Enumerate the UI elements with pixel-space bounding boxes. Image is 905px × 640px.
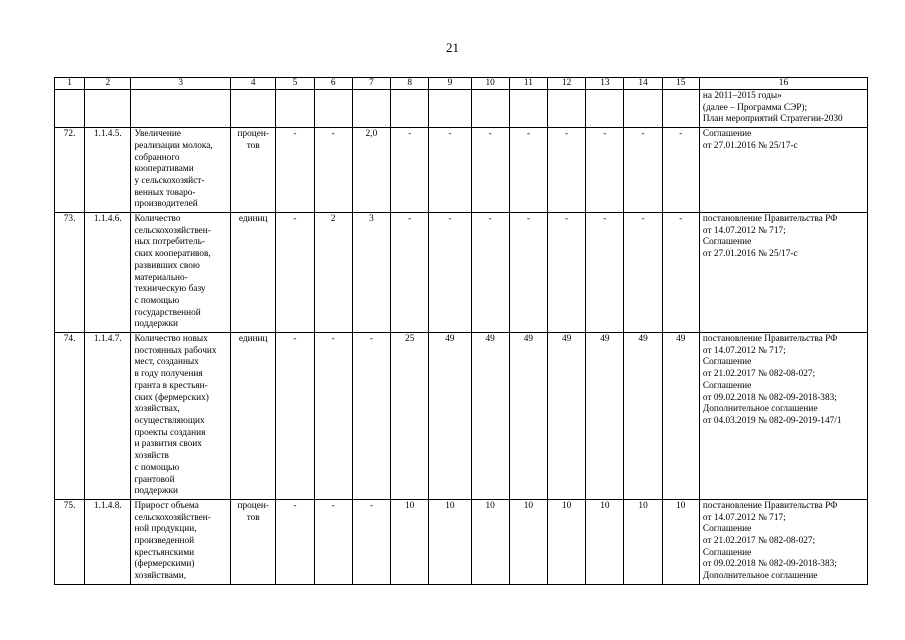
value-cell: 49 (429, 333, 471, 500)
indicator-code-cell: 1.1.4.6. (85, 213, 131, 333)
value-cell: - (314, 128, 352, 213)
value-cell: - (391, 213, 429, 333)
value-cell: 49 (547, 333, 585, 500)
table-row (55, 499, 868, 584)
value-cell: - (509, 213, 547, 333)
value-cell: 49 (586, 333, 624, 500)
value-cell: - (276, 213, 314, 333)
value-cell: - (471, 213, 509, 333)
value-cell: 10 (624, 499, 662, 584)
value-cell: 49 (509, 333, 547, 500)
value-cell: - (509, 128, 547, 213)
value-cell: - (586, 213, 624, 333)
value-cell: 10 (586, 499, 624, 584)
value-cell: 49 (662, 333, 699, 500)
continuation-source-cell: на 2011–2015 годы» (далее – Программа СЭР); План мероприятий Стратегии-2030 (699, 90, 867, 128)
header-cell-3: 3 (131, 78, 231, 90)
table-row (55, 128, 868, 213)
indicator-code-cell: 1.1.4.5. (85, 128, 131, 213)
value-cell: - (662, 213, 699, 333)
value-cell: - (547, 128, 585, 213)
header-cell-13: 13 (586, 78, 624, 90)
value-cell: 10 (391, 499, 429, 584)
indicator-name-cell: Увеличение реализации молока, собранного кооперативами у сельскохозяйст- венных товаро- производителей (131, 128, 231, 213)
header-cell-7: 7 (352, 78, 390, 90)
source-cell: постановление Правительства РФ от 14.07.2012 № 717; Соглашение от 27.01.2016 № 25/17-с (699, 213, 867, 333)
header-cell-10: 10 (471, 78, 509, 90)
row-number-cell: 72. (55, 128, 85, 213)
header-cell-1: 1 (55, 78, 85, 90)
source-cell: постановление Правительства РФ от 14.07.2012 № 717; Соглашение от 21.02.2017 № 082-08-027; Соглашение от 09.02.2018 № 082-09-2018-383; Дополнительное соглашение от 04.03.2019 № 082-09-2019-147/1 (699, 333, 867, 500)
row-number-cell: 74. (55, 333, 85, 500)
table-row (55, 333, 868, 500)
unit-cell: единиц (231, 333, 276, 500)
value-cell: 2 (314, 213, 352, 333)
value-cell: - (429, 213, 471, 333)
value-cell: - (352, 333, 390, 500)
header-cell-5: 5 (276, 78, 314, 90)
source-cell: постановление Правительства РФ от 14.07.2012 № 717; Соглашение от 21.02.2017 № 082-08-027; Соглашение от 09.02.2018 № 082-09-2018-383; Дополнительное соглашение (699, 499, 867, 584)
value-cell: - (276, 333, 314, 500)
header-cell-14: 14 (624, 78, 662, 90)
source-cell: Соглашение от 27.01.2016 № 25/17-с (699, 128, 867, 213)
value-cell: - (624, 213, 662, 333)
value-cell: - (547, 213, 585, 333)
header-cell-11: 11 (509, 78, 547, 90)
value-cell: 10 (509, 499, 547, 584)
value-cell: 10 (547, 499, 585, 584)
page-bottom-margin (0, 598, 905, 640)
header-cell-12: 12 (547, 78, 585, 90)
value-cell: 10 (429, 499, 471, 584)
indicator-name-cell: Прирост объема сельскохозяйствен- ной продукции, произведенной крестьянскими (фермерскими) хозяйствами, (131, 499, 231, 584)
value-cell: 25 (391, 333, 429, 500)
indicator-name-cell: Количество новых постоянных рабочих мест, созданных в году получения гранта в крестьян- ских (фермерских) хозяйствах, осуществляющих проекты создания и развития своих хозяйств с помощью грантовой поддержки (131, 333, 231, 500)
value-cell: - (662, 128, 699, 213)
value-cell: 49 (624, 333, 662, 500)
table-row (55, 213, 868, 333)
value-cell: - (391, 128, 429, 213)
row-number-cell: 75. (55, 499, 85, 584)
header-row (55, 78, 868, 90)
value-cell: - (624, 128, 662, 213)
unit-cell: процен- тов (231, 499, 276, 584)
indicator-code-cell: 1.1.4.8. (85, 499, 131, 584)
indicators-table (54, 77, 868, 585)
value-cell: - (276, 128, 314, 213)
unit-cell: процен- тов (231, 128, 276, 213)
value-cell: 49 (471, 333, 509, 500)
value-cell: - (586, 128, 624, 213)
value-cell: - (314, 333, 352, 500)
header-cell-9: 9 (429, 78, 471, 90)
value-cell: 3 (352, 213, 390, 333)
header-cell-4: 4 (231, 78, 276, 90)
value-cell: 2,0 (352, 128, 390, 213)
header-cell-2: 2 (85, 78, 131, 90)
header-cell-16: 16 (699, 78, 867, 90)
value-cell: - (471, 128, 509, 213)
indicator-name-cell: Количество сельскохозяйствен- ных потребитель- ских кооперативов, развивших свою материально- техническую базу с помощью государственной поддержки (131, 213, 231, 333)
indicator-code-cell: 1.1.4.7. (85, 333, 131, 500)
unit-cell: единиц (231, 213, 276, 333)
value-cell: - (276, 499, 314, 584)
value-cell: 10 (662, 499, 699, 584)
row-number-cell: 73. (55, 213, 85, 333)
value-cell: - (352, 499, 390, 584)
value-cell: - (429, 128, 471, 213)
header-cell-6: 6 (314, 78, 352, 90)
continuation-row (55, 90, 868, 128)
value-cell: - (314, 499, 352, 584)
header-cell-15: 15 (662, 78, 699, 90)
value-cell: 10 (471, 499, 509, 584)
header-cell-8: 8 (391, 78, 429, 90)
page-number: 21 (446, 40, 459, 55)
